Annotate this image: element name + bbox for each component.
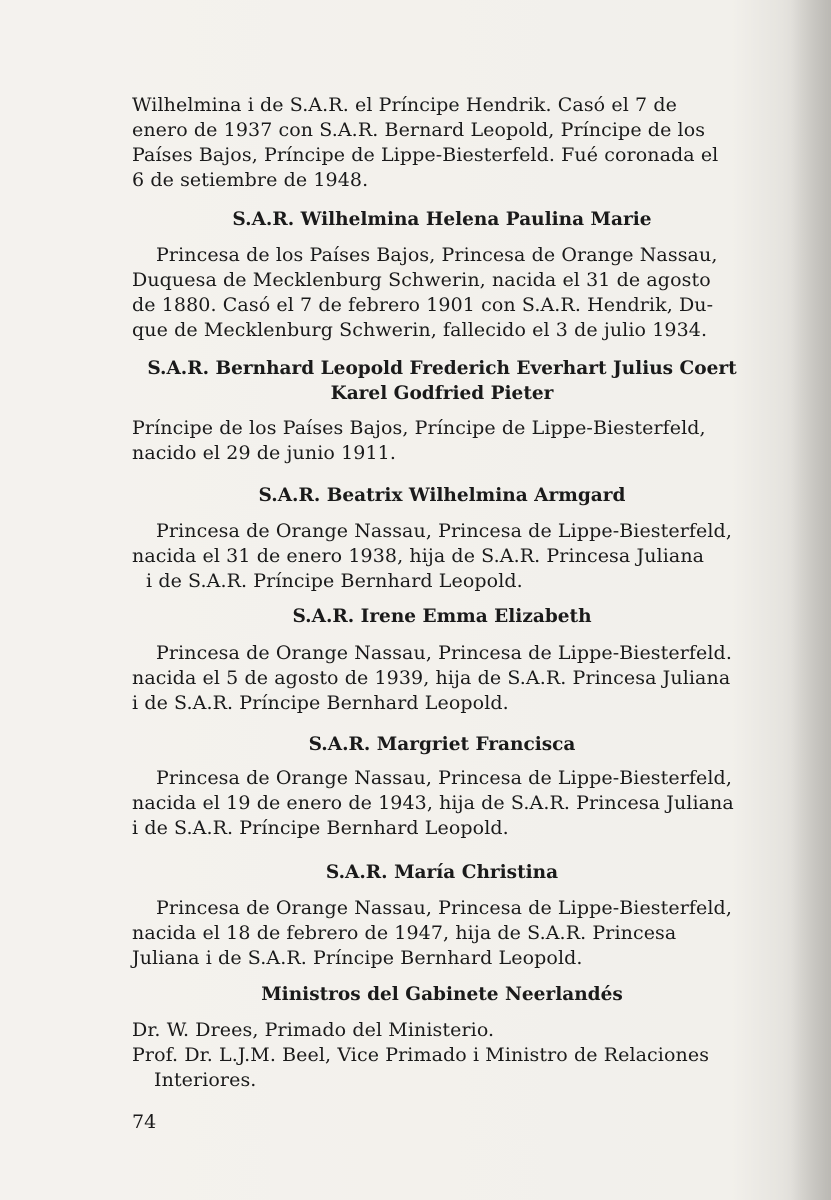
page-number: 74 xyxy=(132,1111,157,1133)
text-line: Wilhelmina i de S.A.R. el Príncipe Hendrik. Casó el 7 de xyxy=(132,94,677,116)
text-line: nacido el 29 de junio 1911. xyxy=(132,442,396,464)
text-line: i de S.A.R. Príncipe Bernhard Leopold. xyxy=(146,570,523,592)
section-body-wilhelmina xyxy=(132,243,752,343)
section-heading-maria-christina xyxy=(132,860,752,885)
text-line: Princesa de los Países Bajos, Princesa de Orange Nassau, xyxy=(156,244,718,266)
text-line: de 1880. Casó el 7 de febrero 1901 con S.A.R. Hendrik, Du- xyxy=(132,294,714,316)
page-edge-shadow xyxy=(791,0,831,1200)
text-line: Juliana i de S.A.R. Príncipe Bernhard Leopold. xyxy=(132,947,583,969)
section-body-beatrix xyxy=(132,519,752,594)
text-line: Princesa de Orange Nassau, Princesa de Lippe-Biesterfeld, xyxy=(156,897,732,919)
text-line: Princesa de Orange Nassau, Princesa de Lippe-Biesterfeld, xyxy=(156,767,732,789)
heading-line: S.A.R. Wilhelmina Helena Paulina Marie xyxy=(232,209,652,230)
text-line: nacida el 5 de agosto de 1939, hija de S.A.R. Princesa Juliana xyxy=(132,667,731,689)
text-line: Princesa de Orange Nassau, Princesa de Lippe-Biesterfeld. xyxy=(156,642,732,664)
text-line: que de Mecklenburg Schwerin, fallecido el 3 de julio 1934. xyxy=(132,319,708,341)
text-line: 6 de setiembre de 1948. xyxy=(132,169,369,191)
section-heading-wilhelmina xyxy=(132,207,752,232)
heading-line: S.A.R. Irene Emma Elizabeth xyxy=(292,606,592,627)
heading-line: Karel Godfried Pieter xyxy=(330,383,554,404)
section-heading-irene xyxy=(132,604,752,629)
text-line: i de S.A.R. Príncipe Bernhard Leopold. xyxy=(132,817,509,839)
text-line: Países Bajos, Príncipe de Lippe-Biesterfeld. Fué coronada el xyxy=(132,144,719,166)
text-line: nacida el 19 de enero de 1943, hija de S.A.R. Princesa Juliana xyxy=(132,792,734,814)
section-heading-bernhard xyxy=(132,356,752,406)
heading-line: S.A.R. Margriet Francisca xyxy=(308,734,576,755)
minister-item-continuation: Interiores. xyxy=(154,1069,257,1091)
minister-item: Prof. Dr. L.J.M. Beel, Vice Primado i Ministro de Relaciones xyxy=(132,1044,710,1066)
section-body-irene xyxy=(132,641,752,716)
heading-line: S.A.R. Beatrix Wilhelmina Armgard xyxy=(258,485,626,506)
text-line: i de S.A.R. Príncipe Bernhard Leopold. xyxy=(132,692,509,714)
section-body-maria-christina xyxy=(132,896,752,971)
section-body-bernhard xyxy=(132,416,752,466)
text-line: Príncipe de los Países Bajos, Príncipe de Lippe-Biesterfeld, xyxy=(132,417,706,439)
minister-item: Dr. W. Drees, Primado del Ministerio. xyxy=(132,1019,495,1041)
section-body-margriet xyxy=(132,766,752,841)
heading-line: Ministros del Gabinete Neerlandés xyxy=(261,984,623,1005)
text-line: Princesa de Orange Nassau, Princesa de Lippe-Biesterfeld, xyxy=(156,520,732,542)
heading-line: S.A.R. Bernhard Leopold Frederich Everhart Julius Coert xyxy=(147,358,737,379)
text-line: nacida el 18 de febrero de 1947, hija de S.A.R. Princesa xyxy=(132,922,677,944)
section-heading-margriet xyxy=(132,732,752,757)
text-line: nacida el 31 de enero 1938, hija de S.A.R. Princesa Juliana xyxy=(132,545,705,567)
heading-line: S.A.R. María Christina xyxy=(325,862,559,883)
text-line: enero de 1937 con S.A.R. Bernard Leopold, Príncipe de los xyxy=(132,119,706,141)
section-heading-ministers xyxy=(132,982,752,1007)
intro-paragraph xyxy=(132,93,752,193)
ministers-list xyxy=(132,1018,752,1093)
text-line: Duquesa de Mecklenburg Schwerin, nacida el 31 de agosto xyxy=(132,269,711,291)
section-heading-beatrix xyxy=(132,483,752,508)
